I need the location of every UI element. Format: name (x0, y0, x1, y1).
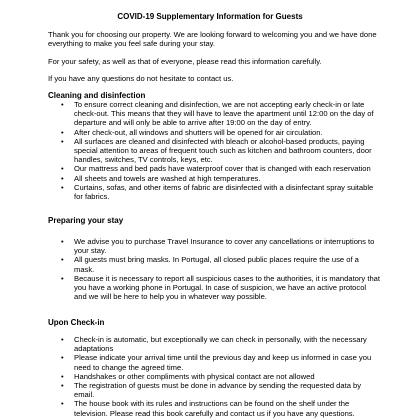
list-item (48, 274, 380, 302)
bullet-icon: • (61, 371, 64, 381)
list-item (48, 335, 380, 353)
section-heading-preparing: Preparing your stay (48, 216, 124, 225)
list-item-text: After check-out, all windows and shutters will be opened for air circulation. (74, 127, 323, 137)
bullet-icon: • (61, 255, 64, 265)
list-item-text: The house book with its rules and instructions can be found on the shelf under the television. Please read this book carefully and contact us if you have any questions. (74, 399, 355, 418)
list-item (48, 100, 380, 128)
intro-paragraph-contact: If you have any questions do not hesitate to contact us. (48, 74, 234, 83)
bullet-icon: • (61, 381, 64, 391)
list-item-text: Handshakes or other compliments with physical contact are not allowed (74, 371, 315, 381)
bullet-icon: • (61, 353, 64, 363)
list-item-text: Because it is necessary to report all suspicious cases to the authorities, it is mandatory that you have a working phone in Portugal. In case of suspicion, we have an active protocol and we will be here to help you in whatever way possible. (74, 273, 381, 302)
list-item (48, 399, 380, 417)
list-item (48, 353, 380, 371)
bullet-icon: • (61, 164, 64, 174)
list-item (48, 137, 380, 165)
preparing-list (48, 237, 380, 301)
bullet-icon: • (61, 273, 64, 283)
cleaning-list (48, 100, 380, 201)
bullet-icon: • (61, 127, 64, 137)
list-item-text: Please indicate your arrival time until the previous day and keep us informed in case you need to change the agreed time. (74, 353, 372, 372)
bullet-icon: • (61, 237, 64, 246)
checkin-list (48, 335, 380, 418)
list-item-text: All surfaces are cleaned and disinfected with bleach or alcohol-based products, paying special attention to areas of frequent touch such as kitchen and bathroom counters, door handles, switches, TV controls, keys, etc. (74, 136, 372, 165)
list-item (48, 128, 380, 137)
bullet-icon: • (61, 173, 64, 183)
list-item (48, 255, 380, 273)
section-heading-checkin: Upon Check-in (48, 318, 105, 327)
intro-paragraph-safety: For your safety, as well as that of everyone, please read this information carefully. (48, 57, 322, 66)
list-item-text: We advise you to purchase Travel Insurance to cover any cancellations or interruptions to your stay. (74, 237, 375, 256)
list-item-text: Check-in is automatic, but exceptionally we can check in personally, with the necessary adaptations (74, 335, 367, 354)
list-item-text: The registration of guests must be done in advance by sending the requested data by email. (74, 381, 362, 400)
section-heading-cleaning: Cleaning and disinfection (48, 91, 146, 100)
list-item-text: All guests must bring masks. In Portugal, all closed public places require the use of a mask. (74, 255, 359, 274)
list-item (48, 372, 380, 381)
document-title: COVID-19 Supplementary Information for Guests (117, 12, 303, 21)
list-item (48, 183, 380, 201)
list-item (48, 237, 380, 255)
list-item-text: Curtains, sofas, and other items of fabric are disinfected with a disinfectant spray suitable for fabrics. (74, 182, 374, 202)
intro-paragraph-welcome: Thank you for choosing our property. We are looking forward to welcoming you and we have done everything to make you feel safe during your stay. (48, 30, 377, 49)
list-item (48, 164, 380, 173)
list-item (48, 174, 380, 183)
list-item-text: All sheets and towels are washed at high temperatures. (74, 173, 261, 183)
bullet-icon: • (61, 136, 64, 146)
list-item-text: Our mattress and bed pads have waterproof cover that is changed with each reservation (74, 164, 371, 174)
list-item (48, 381, 380, 399)
list-item-text: To ensure correct cleaning and disinfection, we are not accepting early check-in or late check-out. This means that they will have to leave the apartment until 12:00 on the day of departure and will only be able to arrive after 19:00 on the day of entry. (74, 100, 374, 128)
bullet-icon: • (61, 335, 64, 344)
bullet-icon: • (61, 182, 64, 192)
bullet-icon: • (61, 399, 64, 409)
bullet-icon: • (61, 100, 64, 109)
